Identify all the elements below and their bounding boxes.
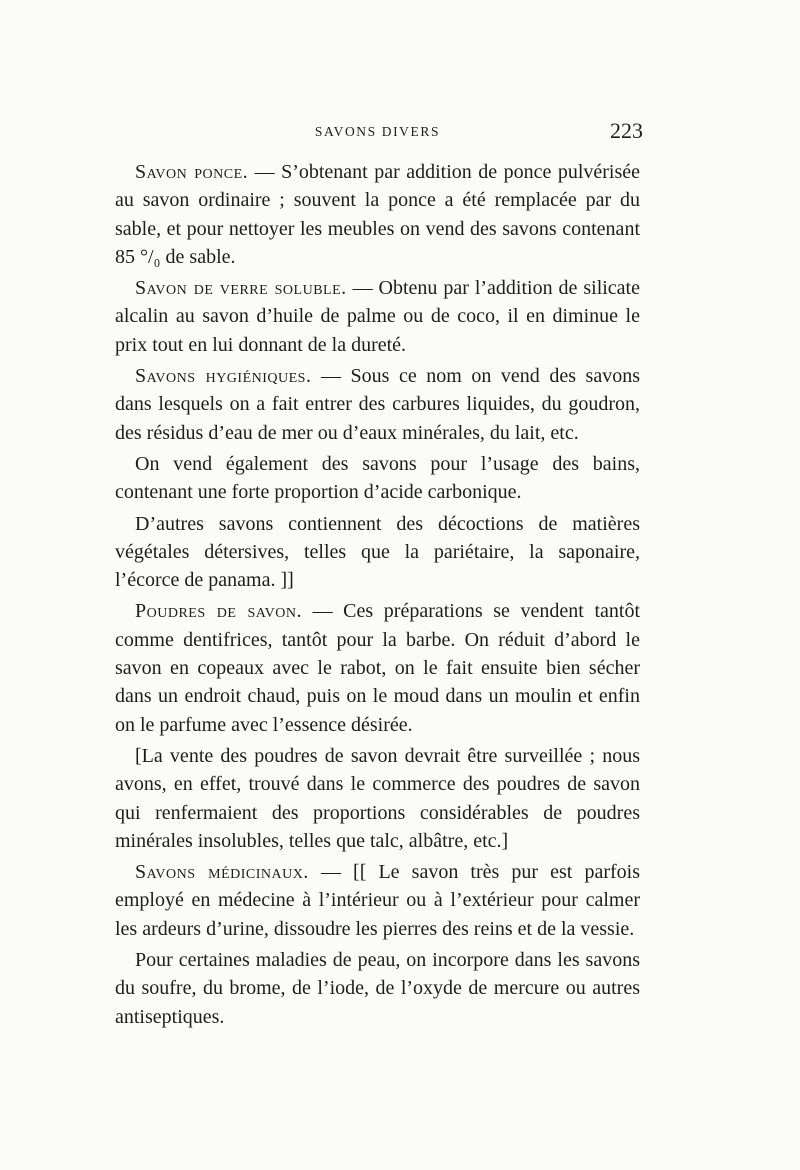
book-page	[115, 118, 643, 1031]
paragraph-savon-verre-soluble	[115, 274, 640, 359]
page-number: 223	[610, 118, 643, 143]
paragraph-savon-ponce	[115, 158, 640, 271]
paragraph-savons-hygieniques	[115, 362, 640, 447]
paragraph-savons-medicinaux	[115, 858, 640, 943]
page-body	[115, 158, 640, 1031]
paragraph-text: — Sous ce nom on vend des savons dans lesquels on a fait entrer des carbures liquides, du goudron, des résidus d’eau de mer ou d’eaux minérales, du lait, etc.	[115, 365, 640, 444]
section-heading: Savons médicinaux.	[135, 861, 309, 884]
paragraph-vente-poudres	[115, 742, 640, 855]
section-heading: Poudres de savon.	[135, 600, 302, 623]
paragraph-bains	[115, 450, 640, 507]
paragraph-text: D’autres savons contiennent des décoctions de matières végétales détersives, telles que la pariétaire, la saponaire, l’écorce de panama. ]]	[115, 512, 640, 592]
section-heading: Savon ponce.	[135, 161, 249, 183]
section-heading: Savons hygiéniques.	[135, 365, 312, 388]
paragraph-maladies-peau	[115, 946, 640, 1031]
paragraph-decoctions	[115, 510, 640, 595]
running-title: SAVONS DIVERS	[314, 124, 441, 139]
paragraph-text: Pour certaines maladies de peau, on incorpore dans les savons du soufre, du brome, de l’iode, de l’oxyde de mercure ou autres antiseptiques.	[115, 949, 640, 1028]
paragraph-text: [La vente des poudres de savon devrait être surveillée ; nous avons, en effet, trouvé dans le commerce des poudres de savon qui renfermaient des proportions considérables de poudres minérales insolubles, telles que talc, albâtre, etc.]	[115, 744, 640, 852]
paragraph-text: — [[ Le savon très pur est parfois employé en médecine à l’intérieur ou à l’extérieur pour calmer les ardeurs d’urine, dissoudre les pierres des reins et de la vessie.	[115, 861, 640, 940]
paragraph-text: — Obtenu par l’addition de silicate alcalin au savon d’huile de palme ou de coco, il en diminue le prix tout en lui donnant de la dureté.	[115, 277, 640, 356]
section-heading: Savon de verre soluble.	[135, 277, 347, 300]
paragraph-poudres-de-savon	[115, 597, 640, 738]
paragraph-text: — Ces préparations se vendent tantôt comme dentifrices, tantôt pour la barbe. On réduit d’abord le savon en copeaux avec le rabot, on le fait ensuite bien sécher dans un endroit chaud, puis on le moud dans un moulin et enfin on le parfume avec l’essence désirée.	[115, 600, 640, 736]
paragraph-text: — S’obtenant par addition de ponce pulvérisée au savon ordinaire ; souvent la ponce a été remplacée par du sable, et pour nettoyer les meubles on vend des savons contenant 85 °/₀ de sable.	[115, 161, 641, 268]
paragraph-text: On vend également des savons pour l’usage des bains, contenant une forte proportion d’acide carbonique.	[115, 452, 640, 504]
running-head	[115, 118, 643, 158]
